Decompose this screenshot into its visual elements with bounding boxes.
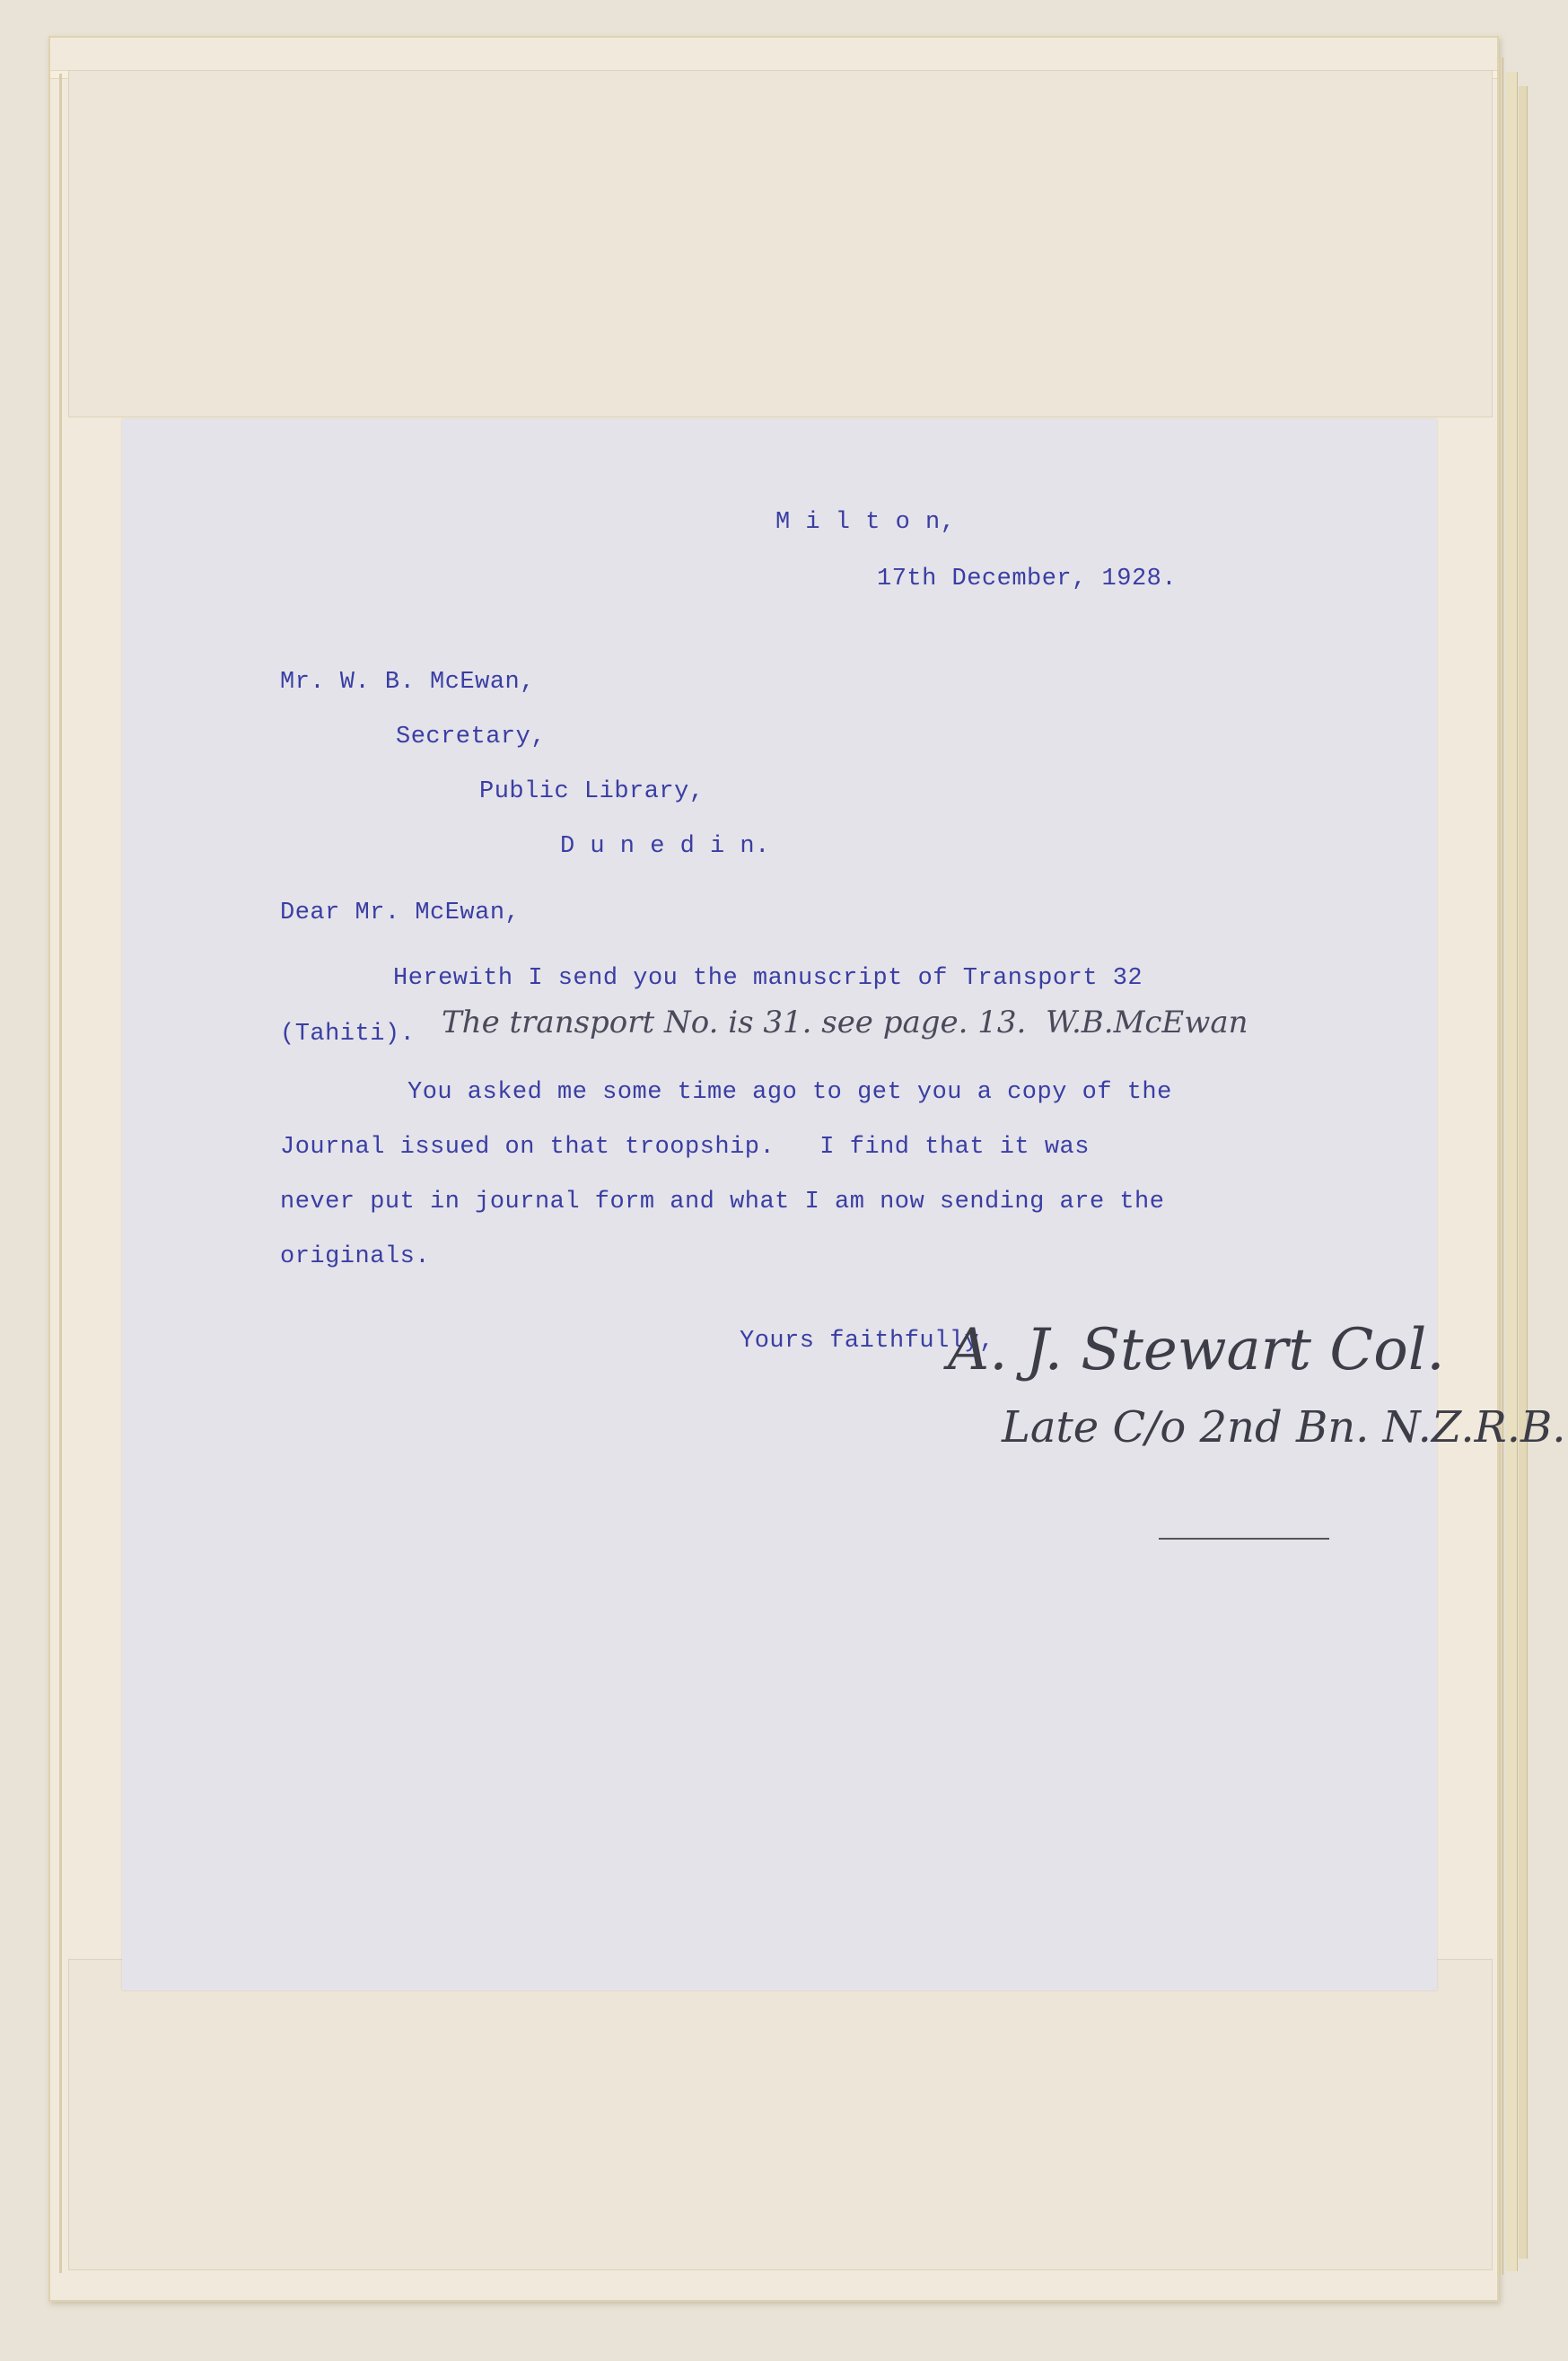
recipient-title: Secretary,	[396, 724, 547, 750]
body-line: Journal issued on that troopship. I find that it was	[280, 1134, 1090, 1161]
closing: Yours faithfully,	[740, 1328, 994, 1355]
signature: A. J. Stewart Col.	[948, 1317, 1445, 1383]
body-line: Herewith I send you the manuscript of Transport 32	[393, 965, 1143, 992]
recipient-organisation: Public Library,	[479, 778, 705, 805]
page-edge	[1519, 86, 1528, 2259]
body-line: originals.	[280, 1243, 431, 1270]
body-line: never put in journal form and what I am now sending are the	[280, 1189, 1165, 1216]
mount-binding-edge	[59, 74, 62, 2273]
letter-date: 17th December, 1928.	[877, 566, 1178, 592]
signature-rank: Late C/o 2nd Bn. N.Z.R.B.	[1002, 1402, 1566, 1453]
typed-letter	[122, 419, 1566, 1990]
recipient-name: Mr. W. B. McEwan,	[280, 669, 535, 696]
body-line: (Tahiti).	[280, 1021, 416, 1048]
mounting-tape-bottom	[68, 1959, 1493, 2270]
handwritten-annotation: The transport No. is 31. see page. 13. W.B.McEwan	[442, 1005, 1248, 1040]
body-line: You asked me some time ago to get you a copy of the	[407, 1079, 1172, 1106]
signature-underline	[1159, 1538, 1329, 1540]
mount-sheet	[48, 36, 1566, 2302]
recipient-city: D u n e d i n.	[560, 833, 770, 860]
page-edge	[1506, 72, 1518, 2271]
salutation: Dear Mr. McEwan,	[280, 900, 521, 926]
letter-place: M i l t o n,	[775, 509, 956, 536]
mounting-tape-top	[68, 70, 1493, 417]
